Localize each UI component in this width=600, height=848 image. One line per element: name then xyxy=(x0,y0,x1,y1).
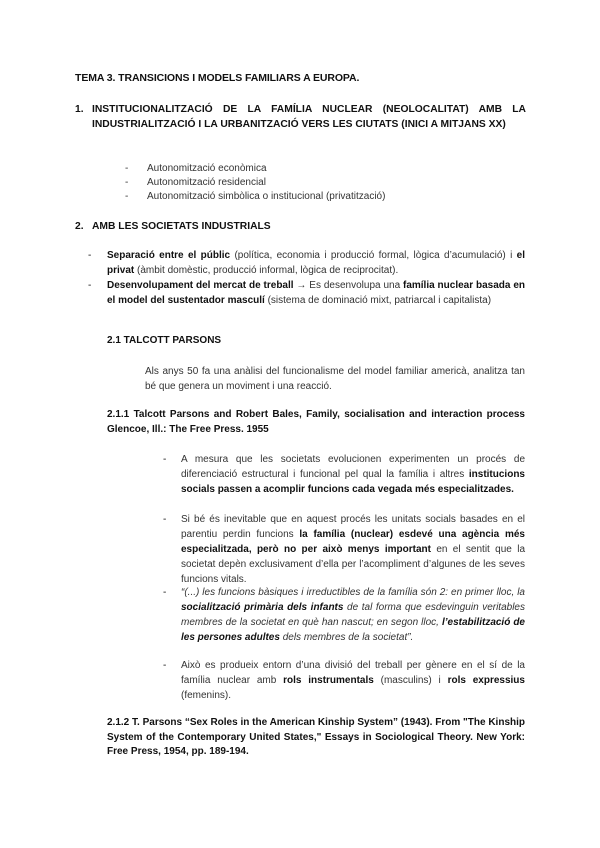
document-page: TEMA 3. TRANSICIONS I MODELS FAMILIARS A EUROPA. 1. INSTITUCIONALITZACIÓ DE LA FAMÍLIA NUCLEAR (NEOLOCALITAT) AMB LA INDUSTRIALITZACIÓ I LA URBANITZACIÓ VERS LES CIUTATS (INICI A MITJANS XX) - Autonomització econòmica - Autonomització residencial - Autonomització simbòlica o institucional (privatització) 2. AMB LES SOCIETATS INDUSTRIALS - Separació entre el públic (política, economia i producció formal, lògica d’acumulació) i el privat (àmbit domèstic, producció informal, lògica de reciprocitat). - Desenvolupament del mercat de treball → Es desenvolupa una família nuclear basada en el model del sustentador masculí (sistema de dominació mixt, patriarcal i capitalista) 2.1 TALCOTT PARSONS Als anys 50 fa una anàlisi del funcionalisme del model familiar americà, analitza tan bé que genera un moviment i una reacció. 2.1.1 Talcott Parsons and Robert Bales, Family, socialisation and interaction process Glencoe, Ill.: The Free Press. 1955 - A mesura que les societats evolucionen experimenten un procés de diferenciació estructural i funcional pel qual la família i altres institucions socials passen a acomplir funcions cada vegada més especialitzades. - Si bé és inevitable que en aquest procés les unitats socials basades en el parentiu perdin funcions la família (nuclear) esdevé una agència més especialitzada, però no per això menys important en el sentit que la societat depèn exclusivament d’ella per l’acompliment d’algunes de les seves funcions vitals. - “(...) les funcions bàsiques i irreductibles de la família són 2: en primer lloc, la socialització primària dels infants de tal forma que esdevinguin veritables membres de la societat en què han nascut; en segon lloc, l’estabilització de les persones adultes dels membres de la societat”. - Això es produeix entorn d’una divisió del treball per gènere en el sí de la família nuclear amb rols instrumentals (masculins) i rols expressius (femenins). 2.1.2 T. Parsons “Sex Roles in the American Kinship System” (1943). From "The Kinship System of the Contemporary United States," Essays in Sociological Theory. New York: Free Press, 1954, pp. 189-194. xyxy=(0,0,600,848)
subsection-2-1-2-heading: 2.1.2 T. Parsons “Sex Roles in the American Kinship System” (1943). From "The Kinship System of the Contemporary United States," Essays in Sociological Theory. New York: Free Press, 1954, pp. 189-194. xyxy=(107,717,525,757)
subsection-2-1-paragraph: Als anys 50 fa una anàlisi del funcionalisme del model familiar americà, analitza tan bé que genera un moviment i una reacció. xyxy=(145,366,525,392)
subsection-2-1-1-heading: 2.1.1 Talcott Parsons and Robert Bales, Family, socialisation and interaction process Glencoe, Ill.: The Free Press. 1955 xyxy=(107,409,525,435)
section-1-heading xyxy=(75,102,525,150)
subsection-2-1-heading: 2.1 TALCOTT PARSONS xyxy=(107,335,222,346)
document-title: TEMA 3. TRANSICIONS I MODELS FAMILIARS A EUROPA. xyxy=(75,72,360,84)
section-2-title: AMB LES SOCIETATS INDUSTRIALS xyxy=(92,221,271,232)
section-1-title: INSTITUCIONALITZACIÓ DE LA FAMÍLIA NUCLEAR (NEOLOCALITAT) AMB LA INDUSTRIALITZACIÓ I LA URBANITZACIÓ VERS LES CIUTATS (INICI A MITJANS XX) xyxy=(92,104,526,130)
section-1-number: 1. xyxy=(75,104,84,115)
section-2-number: 2. xyxy=(75,221,84,232)
section-2-heading xyxy=(75,219,525,235)
